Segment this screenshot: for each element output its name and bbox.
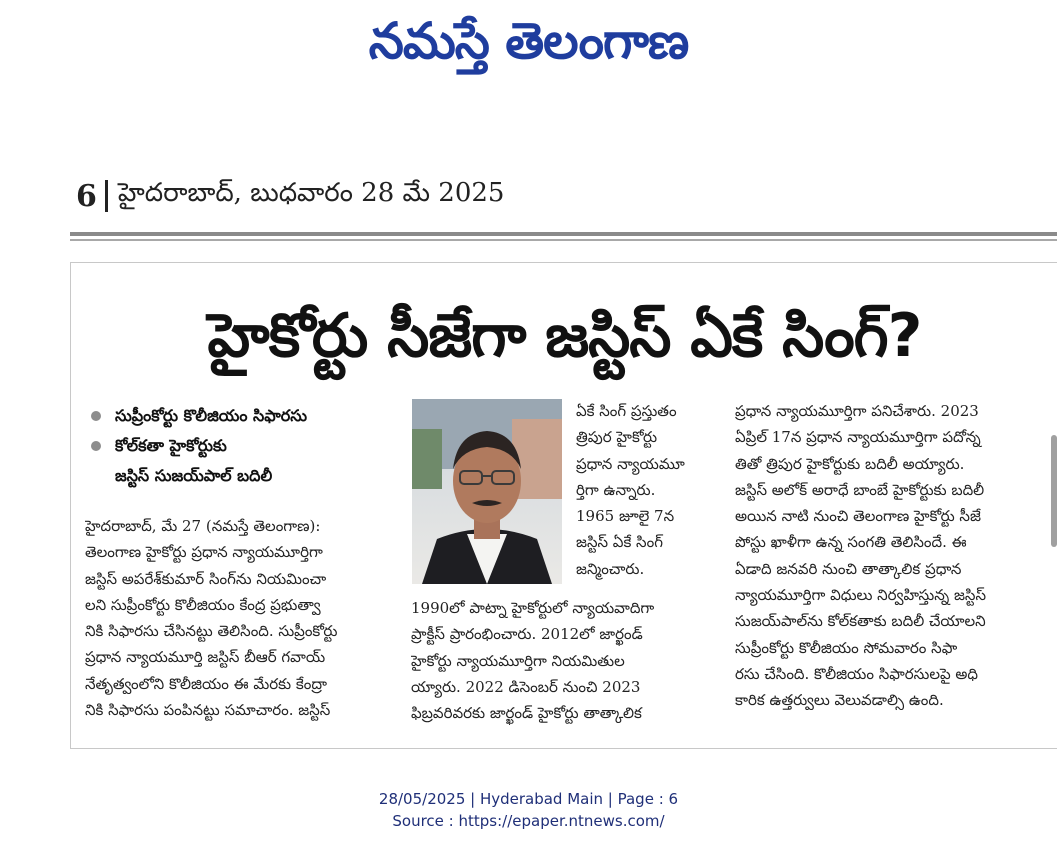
dateline — [76, 174, 504, 218]
text-line: కారిక ఉత్తర్వులు వెలువడాల్సి ఉంది. — [735, 691, 944, 710]
text-line: ఏకే సింగ్ ప్రస్తుతం — [576, 402, 677, 420]
text-line: సుజయ్‌పాల్‌ను కోల్‌కతాకు బదిలీ చేయాలని — [735, 612, 986, 631]
text-line: పోస్టు ఖాళీగా ఉన్న సంగతి తెలిసిందే. ఈ — [735, 533, 967, 552]
highlight-item-continued — [115, 461, 401, 491]
text-line: ప్రధాన న్యాయమూ — [576, 454, 685, 473]
text-line: జస్టిస్ అలోక్ అరాధే బాంబే హైకోర్టుకు బదిలీ — [735, 480, 985, 499]
text-line: అయిన నాటి నుంచి తెలంగాణ హైకోర్టు సీజే — [735, 507, 981, 526]
article-headline: హైకోర్టు సీజేగా జస్టిస్ ఏకే సింగ్? — [207, 301, 922, 371]
text-line: హైకోర్టు న్యాయమూర్తిగా నియమితుల — [411, 651, 625, 670]
highlight-text: సుప్రీంకోర్టు కొలీజియం సిఫారసు — [115, 406, 308, 425]
text-line: నికి సిఫారసు చేసినట్టు తెలిసింది. సుప్రీంకోర్టు — [85, 622, 338, 641]
article-column-3 — [735, 398, 1051, 714]
header-rule-thin — [70, 239, 1057, 241]
article-column-2-bottom — [411, 595, 716, 726]
dateline-divider — [105, 180, 108, 212]
footer-source-link[interactable]: Source : https://epaper.ntnews.com/ — [392, 812, 665, 830]
highlight-item — [91, 431, 401, 461]
text-line: 1965 జూలై 7న — [576, 507, 675, 526]
text-line: లని సుప్రీంకోర్టు కొలీజియం కేంద్ర ప్రభుత్వా — [85, 595, 321, 614]
portrait-illustration — [412, 399, 562, 584]
bullet-icon — [91, 441, 101, 451]
text-line: సుప్రీంకోర్టు కొలీజియం సోమవారం సిఫా — [735, 638, 958, 657]
header-rule — [70, 232, 1057, 236]
highlight-text: కోల్‌కతా హైకోర్టుకు — [115, 436, 227, 455]
text-line: తితో త్రిపుర హైకోర్టుకు బదిలీ అయ్యారు. — [735, 454, 965, 473]
highlight-item — [91, 401, 401, 431]
text-line: జస్టిస్ అపరేశ్‌కుమార్ సింగ్‌ను నియమించా — [85, 569, 327, 588]
text-line: ప్రాక్టీస్ ప్రారంభించారు. 2012లో జార్ఖండ్ — [411, 625, 643, 644]
newspaper-logo: నమస్తే తెలంగాణ — [368, 12, 689, 70]
masthead — [0, 6, 1057, 76]
page-number: 6 — [76, 178, 97, 214]
highlight-text: జస్టిస్ సుజయ్‌పాల్ బదిలీ — [115, 466, 273, 485]
text-line: తెలంగాణ హైకోర్టు ప్రధాన న్యాయమూర్తిగా — [85, 543, 323, 562]
article-column-2-top — [576, 398, 716, 582]
text-line: జస్టిస్ ఏకే సింగ్ — [576, 533, 663, 552]
text-line: ప్రధాన న్యాయమూర్తి జస్టిస్ బీఆర్ గవాయ్ — [85, 648, 326, 667]
text-line: ఏడాది జనవరి నుంచి తాత్కాలిక ప్రధాన — [735, 559, 962, 578]
text-line: ర్తిగా ఉన్నారు. — [576, 480, 656, 499]
text-line: జన్మించారు. — [576, 559, 645, 578]
news-article — [70, 262, 1057, 749]
edition-date: హైదరాబాద్, బుధవారం 28 మే 2025 — [117, 178, 505, 208]
article-column-1 — [85, 513, 400, 723]
text-line: ఏప్రిల్ 17న ప్రధాన న్యాయమూర్తిగా పదోన్న — [735, 428, 981, 447]
text-line: హైదరాబాద్, మే 27 (నమస్తే తెలంగాణ): — [85, 517, 321, 535]
text-line: 1990లో పాట్నా హైకోర్టులో న్యాయవాదిగా — [411, 599, 655, 617]
text-line: త్రిపుర హైకోర్టు — [576, 428, 658, 447]
article-highlights — [91, 401, 401, 491]
text-line: రసు చేసింది. కొలీజియం సిఫారసులపై అధి — [735, 664, 978, 683]
text-line: య్యారు. 2022 డిసెంబర్ నుంచి 2023 — [411, 677, 641, 696]
text-line: నికి సిఫారసు పంపినట్టు సమాచారం. జస్టిస్ — [85, 701, 331, 720]
text-line: ఫిబ్రవరివరకు జార్ఖండ్ హైకోర్టు తాత్కాలిక — [411, 704, 642, 723]
text-line: ప్రధాన న్యాయమూర్తిగా పనిచేశారు. 2023 — [735, 402, 979, 420]
text-line: న్యాయమూర్తిగా విధులు నిర్వహిస్తున్న జస్టిస్ — [735, 586, 986, 605]
footer-edition-info: 28/05/2025 | Hyderabad Main | Page : 6 — [378, 790, 679, 808]
bullet-icon — [91, 411, 101, 421]
justice-portrait-photo — [412, 399, 562, 584]
text-line: నేతృత్వంలోని కొలీజియం ఈ మేరకు కేంద్రా — [85, 674, 327, 693]
vertical-scrollbar[interactable] — [1051, 435, 1057, 547]
